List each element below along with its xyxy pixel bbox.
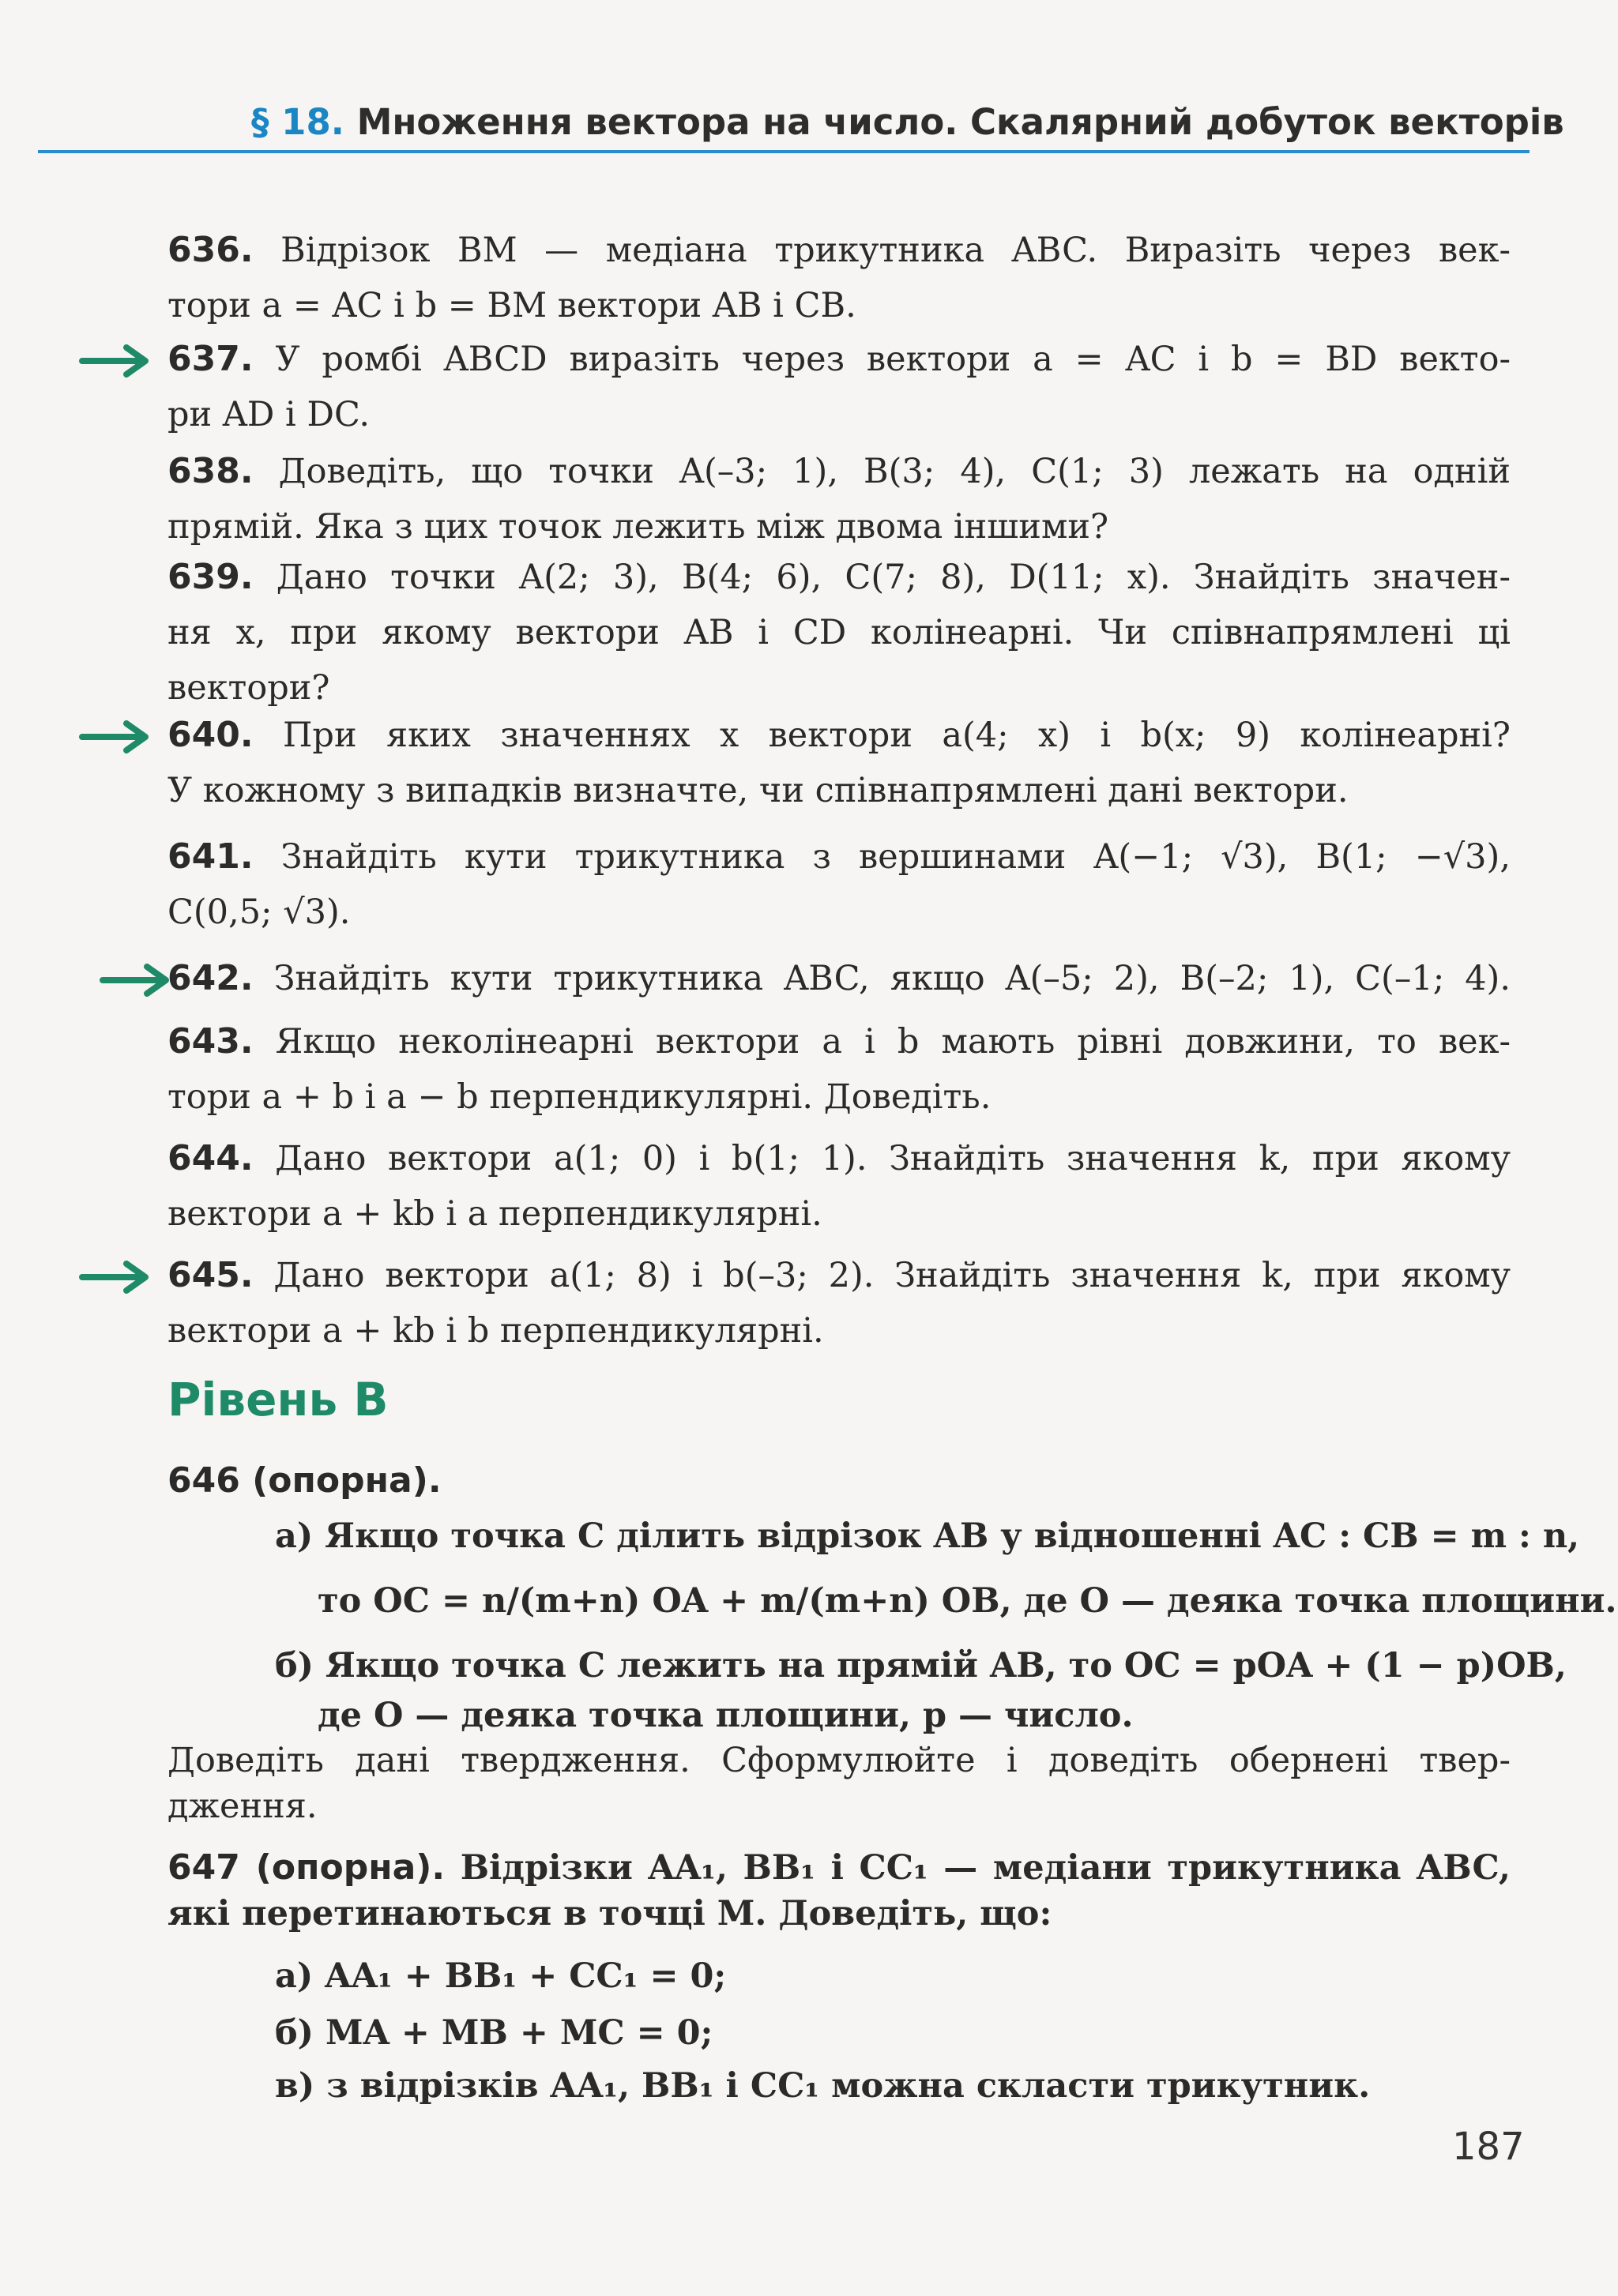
problem-640-line-2: У кожному з випадків визначте, чи співнапрямлені дані вектори. (167, 771, 1349, 810)
problem-644 (167, 1131, 1511, 1242)
level-heading: Рівень В (167, 1373, 389, 1426)
problem-646-text-2: дження. (167, 1787, 318, 1826)
problem-637-text-1: У ромбі ABCD виразіть через вектори a = AC і b = BD векто- (275, 340, 1511, 379)
problem-645 (167, 1248, 1511, 1358)
problem-number: 639. (167, 557, 254, 597)
problem-644-line-2: вектори a + kb і a перпендикулярні. (167, 1194, 822, 1234)
problem-646 (167, 1453, 1617, 1829)
problem-645-text-1: Дано вектори a(1; 8) і b(–3; 2). Знайдіть значення k, при якому (273, 1256, 1511, 1295)
problem-647-item-b: б) MA + MB + MC = 0; (275, 2013, 713, 2053)
problem-639 (167, 550, 1511, 716)
problem-number: 638. (167, 451, 254, 491)
problem-number: 640. (167, 715, 254, 755)
running-head (251, 101, 1564, 143)
problem-number: 641. (167, 836, 254, 877)
problem-number: 643. (167, 1021, 254, 1062)
problem-644-line-1 (167, 1131, 1511, 1186)
problem-642-line-1 (167, 951, 1511, 1006)
problem-637 (167, 332, 1511, 442)
problem-number: 644. (167, 1138, 254, 1178)
problem-640 (167, 708, 1511, 818)
problem-638-text-1: Доведіть, що точки A(–3; 1), B(3; 4), C(1; 3) лежать на одній (278, 452, 1511, 491)
problem-637-line-1 (167, 332, 1511, 387)
problem-645-line-2: вектори a + kb і b перпендикулярні. (167, 1311, 824, 1351)
problem-647-text-1: Відрізки AA₁, BB₁ і CC₁ — медіани трикутника ABC, (460, 1848, 1511, 1888)
problem-number: 642. (167, 958, 254, 998)
section-number: § 18. (251, 101, 344, 143)
problem-636 (167, 223, 1511, 333)
problem-643-line-2: тори a + b і a − b перпендикулярні. Доведіть. (167, 1077, 991, 1117)
problem-638-line-1 (167, 444, 1511, 499)
problem-647 (167, 1845, 1511, 2110)
problem-639-line-2: ня x, при якому вектори AB і CD колінеарні. Чи співнапрямлені ці (167, 613, 1511, 652)
problem-638 (167, 444, 1511, 554)
problem-641 (167, 829, 1511, 940)
problem-636-text-1: Відрізок BM — медіана трикутника ABC. Виразіть через век- (280, 231, 1511, 270)
problem-642-text-1: Знайдіть кути трикутника ABC, якщо A(–5; 2), B(–2; 1), C(–1; 4). (273, 959, 1511, 998)
problem-646-a-line-1: а) Якщо точка C ділить відрізок AB у відношенні AC : CB = m : n, (275, 1516, 1580, 1556)
problem-646-b-line-2: де O — деяка точка площини, p — число. (318, 1696, 1134, 1735)
problem-638-line-2: прямій. Яка з цих точок лежить між двома іншими? (167, 507, 1109, 547)
problem-646-b-line-1: б) Якщо точка C лежить на прямій AB, то OC = pOA + (1 − p)OB, (275, 1646, 1567, 1685)
problem-647-item-c: в) з відрізків AA₁, BB₁ і CC₁ можна скласти трикутник. (275, 2066, 1371, 2106)
problem-647-title: 647 (опорна). (167, 1847, 446, 1888)
problem-647-line-1 (167, 1845, 1511, 1891)
problem-640-line-1 (167, 708, 1511, 763)
highlight-arrow-icon (79, 341, 158, 381)
highlight-arrow-icon (100, 960, 179, 1000)
problem-number: 645. (167, 1255, 254, 1295)
problem-643-line-1 (167, 1014, 1511, 1069)
problem-number: 637. (167, 339, 254, 379)
problem-641-line-1 (167, 829, 1511, 885)
page-number: 187 (1452, 2125, 1525, 2169)
problem-641-text-1: Знайдіть кути трикутника з вершинами A(−1; √3), B(1; −√3), (280, 837, 1511, 877)
problem-643 (167, 1014, 1511, 1125)
problem-640-text-1: При яких значеннях x вектори a(4; x) і b(x; 9) колінеарні? (282, 716, 1511, 755)
problem-636-line-1 (167, 223, 1511, 278)
problem-647-item-a: а) AA₁ + BB₁ + CC₁ = 0; (275, 1956, 727, 1996)
problem-646-a-line-2: то OC = n/(m+n) OA + m/(m+n) OB, де O — деяка точка площини. (318, 1581, 1617, 1621)
problem-639-text-1: Дано точки A(2; 3), B(4; 6), C(7; 8), D(11; x). Знайдіть значен- (276, 558, 1511, 597)
problem-643-text-1: Якщо неколінеарні вектори a і b мають рівні довжини, то век- (275, 1022, 1511, 1062)
problem-639-line-3: вектори? (167, 668, 330, 708)
problem-646-title: 646 (опорна). (167, 1460, 442, 1501)
problem-637-line-2: ри AD і DC. (167, 395, 370, 434)
problem-642 (167, 951, 1511, 1006)
problem-639-line-1 (167, 550, 1511, 605)
problem-646-text-1: Доведіть дані твердження. Сформулюйте і доведіть обернені твер- (167, 1741, 1511, 1780)
section-title: Множення вектора на число. Скалярний добуток векторів (356, 101, 1564, 143)
problem-644-text-1: Дано вектори a(1; 0) і b(1; 1). Знайдіть значення k, при якому (275, 1139, 1511, 1178)
problem-number: 636. (167, 230, 254, 270)
problem-636-line-2: тори a = AC і b = BM вектори AB і CB. (167, 286, 856, 325)
header-rule (38, 150, 1530, 153)
highlight-arrow-icon (79, 717, 158, 757)
highlight-arrow-icon (79, 1257, 158, 1297)
problem-645-line-1 (167, 1248, 1511, 1303)
problem-641-line-2: C(0,5; √3). (167, 892, 351, 932)
problem-647-line-2: які перетинаються в точці M. Доведіть, що: (167, 1894, 1052, 1933)
